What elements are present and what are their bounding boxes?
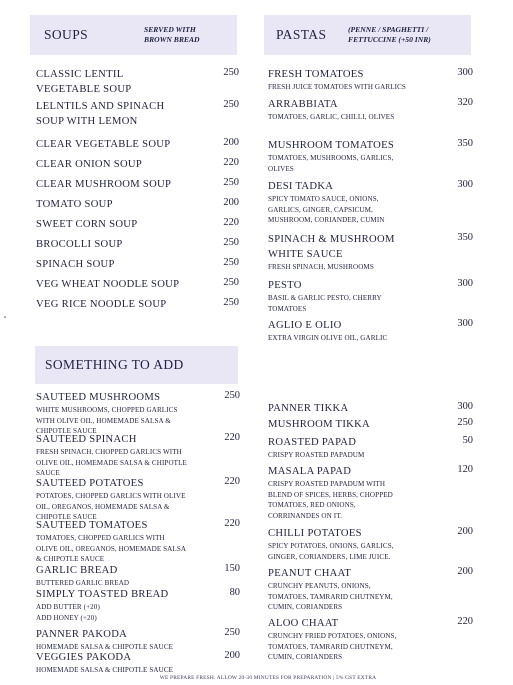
addon-right-item-name: PEANUT CHAAT <box>268 568 352 579</box>
soup-item-price: 220 <box>223 217 239 228</box>
soup-item-price: 250 <box>223 67 239 78</box>
addon-right-item <box>268 401 348 416</box>
soup-item-name: VEG RICE NOODLE SOUP <box>36 299 167 310</box>
addon-item-desc: BUTTERED GARLIC BREAD <box>36 579 130 588</box>
addon-right-item-name: ALOO CHAAT <box>268 618 339 629</box>
addon-item-name: SAUTEED SPINACH <box>36 434 137 445</box>
pasta-item-desc: FRESH SPINACH, MUSHROOMS <box>268 263 374 272</box>
add-header <box>35 346 238 384</box>
soup-item-name: CLEAR MUSHROOM SOUP <box>36 179 172 190</box>
pasta-item-price: 320 <box>457 97 473 108</box>
pasta-item-name: DESI TADKA <box>268 181 334 192</box>
addon-right-item <box>268 417 370 432</box>
addon-item-desc: CHIPOTLE SAUCE <box>36 427 97 436</box>
pasta-item-price: 300 <box>457 318 473 329</box>
pasta-item-desc: EXTRA VIRGIN OLIVE OIL, GARLIC <box>268 334 388 343</box>
pasta-item <box>268 67 406 93</box>
addon-item-desc: OLIVE OIL, OREGANOS, HOMEMADE SALSA <box>36 544 187 553</box>
pasta-item-desc: GARLICS, GINGER, CAPSICUM, <box>268 205 373 214</box>
pasta-item-name: FRESH TOMATOES <box>268 69 364 80</box>
soup-item-name: SWEET CORN SOUP <box>36 219 138 230</box>
addon-right-item-desc: TOMATOES, TAMRARID CHUTNEYM, <box>268 592 393 601</box>
addon-item-price: 220 <box>224 476 240 487</box>
addon-item-desc: POTATOES, CHOPPED GARLICS WITH OLIVE <box>36 492 186 501</box>
pasta-item-desc: OLIVES <box>268 164 294 173</box>
addon-item <box>36 432 187 479</box>
addon-item-price: 250 <box>224 627 240 638</box>
soup-item-price: 250 <box>223 99 239 110</box>
addon-right-item-name: MASALA PAPAD <box>268 466 352 477</box>
pasta-item-price: 300 <box>457 67 473 78</box>
pasta-item <box>268 278 382 314</box>
soups-header-note <box>144 25 236 46</box>
pastas-header <box>264 15 471 55</box>
addon-right-item-desc: CORRINANDES ON IT. <box>268 511 342 520</box>
pasta-item-name: PESTO <box>268 280 302 291</box>
soup-item <box>36 277 179 292</box>
addon-right-item-price: 250 <box>457 417 473 428</box>
addon-right-item-desc: CRUNCHY PEANUTS, ONIONS, <box>268 582 371 591</box>
addon-right-item <box>268 435 364 461</box>
soup-item-price: 250 <box>223 277 239 288</box>
addon-right-item-desc: CUMIN, CORIANDERS <box>268 603 343 612</box>
pasta-item-desc: BASIL & GARLIC PESTO, CHERRY <box>268 294 382 303</box>
addon-right-item-price: 220 <box>457 616 473 627</box>
soup-item <box>36 197 113 212</box>
addon-item-desc: ADD BUTTER (+20) <box>36 603 100 612</box>
addon-item-desc: HOMEMADE SALSA & CHIPOTLE SAUCE <box>36 643 174 652</box>
soup-item-price: 250 <box>223 237 239 248</box>
addon-item <box>36 518 186 565</box>
addon-right-item-desc: CUMIN, CORIANDERS <box>268 653 343 662</box>
soup-item-name: SOUP WITH LEMON <box>36 116 138 128</box>
addon-item-desc: & CHIPOTLE SAUCE <box>36 555 105 564</box>
addon-item-desc: TOMATOES, CHOPPED GARLICS WITH <box>36 534 165 543</box>
addon-item-name: SAUTEED POTATOES <box>36 478 144 489</box>
addon-item-name: SAUTEED MUSHROOMS <box>36 392 161 403</box>
addon-item-price: 200 <box>224 650 240 661</box>
pasta-item <box>268 232 395 273</box>
addon-right-item-desc: BLEND OF SPICES, HERBS, CHOPPED <box>268 490 393 499</box>
addon-item <box>36 390 178 437</box>
pasta-item-price: 350 <box>457 138 473 149</box>
pasta-item-desc: TOMATOES, MUSHROOMS, GARLICS, <box>268 154 394 163</box>
pasta-item-desc: MUSHROOM, CORIANDER, CUMIN <box>268 216 385 225</box>
addon-right-item-desc: GINGER, CORIANDERS, LIME JUICE. <box>268 552 391 561</box>
pasta-item-name: AGLIO E OLIO <box>268 320 342 331</box>
addon-right-item-name: ROASTED PAPAD <box>268 437 357 448</box>
pasta-item <box>268 97 394 123</box>
speck <box>4 316 6 318</box>
pasta-item-desc: TOMATOES <box>268 304 307 313</box>
soup-item <box>36 217 137 232</box>
pasta-item-desc: FRESH JUICE TOMATOES WITH GARLICS <box>268 83 406 92</box>
pasta-item-name: WHITE SAUCE <box>268 249 343 261</box>
add-title: SOMETHING TO ADD <box>45 357 184 372</box>
addon-item <box>36 650 173 676</box>
pastas-title: PASTAS <box>276 27 327 42</box>
pasta-item-name: MUSHROOM TOMATOES <box>268 140 395 151</box>
pastas-header-note-line: FETTUCCINE (+50 INR) <box>348 35 431 44</box>
addon-right-item-desc: CRISPY ROASTED PAPADUM WITH <box>268 480 386 489</box>
pasta-item <box>268 138 394 174</box>
soup-item-price: 250 <box>223 177 239 188</box>
soup-item-name: VEGETABLE SOUP <box>36 84 132 96</box>
addon-item <box>36 476 186 523</box>
addon-item <box>36 563 129 589</box>
soups-header <box>30 15 237 55</box>
addon-item-desc: CHIPOTLE SAUCE <box>36 513 97 522</box>
addon-right-item-desc: CRUNCHY FRIED POTATOES, ONIONS, <box>268 632 397 641</box>
pastas-header-note-line: (PENNE / SPAGHETTI / <box>348 24 429 34</box>
addon-item-desc: FRESH SPINACH, CHOPPED GARLICS WITH <box>36 448 182 457</box>
soup-item <box>36 137 170 152</box>
pastas-header-note <box>348 25 468 46</box>
addon-item-desc: OLIVE OIL, HOMEMADE SALSA & CHIPOTLE <box>36 458 187 467</box>
addon-right-item-price: 50 <box>462 435 473 446</box>
addon-right-item <box>268 566 393 613</box>
footer-note: WE PREPARE FRESH. ALLOW 20-30 MINUTES FOR PREPARATION | 5% GST EXTRA <box>159 675 377 681</box>
soup-item-price: 250 <box>223 297 239 308</box>
addon-right-item-desc: SPICY POTATOES, ONIONS, GARLICS, <box>268 542 394 551</box>
addon-right-item-price: 300 <box>457 401 473 412</box>
soup-item-price: 200 <box>223 137 239 148</box>
addon-right-item-name: MUSHROOM TIKKA <box>268 419 371 430</box>
soup-item <box>36 177 171 192</box>
addon-item-desc: SAUCE <box>36 469 60 478</box>
addon-right-item-price: 200 <box>457 566 473 577</box>
addon-item-name: SIMPLY TOASTED BREAD <box>36 589 169 600</box>
addon-item-name: GARLIC BREAD <box>36 565 118 576</box>
soup-item-name: SPINACH SOUP <box>36 259 115 270</box>
soup-item-price: 200 <box>223 197 239 208</box>
soup-item-price: 250 <box>223 257 239 268</box>
addon-item-price: 80 <box>229 587 240 598</box>
addon-right-item-name: PANNER TIKKA <box>268 403 349 414</box>
soups-header-note-line: BROWN BREAD <box>144 35 200 44</box>
pasta-item-name: SPINACH & MUSHROOM <box>268 234 395 245</box>
addon-right-item-desc: CRISPY ROASTED PAPADUM <box>268 451 365 460</box>
soup-item-name: LELNTILS AND SPINACH <box>36 101 165 112</box>
addon-item-price: 150 <box>224 563 240 574</box>
soup-item-name: VEG WHEAT NOODLE SOUP <box>36 279 180 290</box>
addon-item-price: 220 <box>224 518 240 529</box>
pasta-item-price: 350 <box>457 232 473 243</box>
addon-item-desc: HOMEMADE SALSA & CHIPOTLE SAUCE <box>36 666 174 675</box>
soup-item-name: CLEAR VEGETABLE SOUP <box>36 139 171 150</box>
soup-item <box>36 257 115 272</box>
addon-item-desc: WHITE MUSHROOMS, CHOPPED GARLICS <box>36 406 178 415</box>
addon-right-item-price: 200 <box>457 526 473 537</box>
addon-right-item <box>268 464 393 522</box>
addon-item-desc: ADD HONEY (+20) <box>36 613 97 622</box>
addon-item-name: VEGGIES PAKODA <box>36 652 132 663</box>
addon-item <box>36 627 173 653</box>
addon-right-item-desc: TOMATOES, TAMRARID CHUTNEYM, <box>268 642 393 651</box>
addon-right-item <box>268 526 394 562</box>
addon-right-item <box>268 616 396 663</box>
addon-right-item-name: CHILLI POTATOES <box>268 528 362 539</box>
soups-header-note-line: SERVED WITH <box>144 24 196 34</box>
soup-item <box>36 99 164 129</box>
addon-item-desc: OIL, OREGANOS, HOMEMADE SALSA & <box>36 502 170 511</box>
addon-right-item-price: 120 <box>457 464 473 475</box>
pasta-item-price: 300 <box>457 179 473 190</box>
pasta-item-desc: TOMATOES, GARLIC, CHILLI, OLIVES <box>268 113 395 122</box>
pasta-item-name: ARRABBIATA <box>268 99 338 110</box>
addon-item-price: 220 <box>224 432 240 443</box>
pasta-item <box>268 179 385 226</box>
pasta-item <box>268 318 387 344</box>
addon-item-desc: WITH OLIVE OIL, HOMEMADE SALSA & <box>36 416 171 425</box>
soup-item <box>36 297 166 312</box>
addon-item-name: SAUTEED TOMATOES <box>36 520 148 531</box>
addon-right-item-desc: TOMATOES, RED ONIONS, <box>268 501 356 510</box>
addon-item <box>36 587 168 623</box>
pasta-item-price: 300 <box>457 278 473 289</box>
addon-item-price: 250 <box>224 390 240 401</box>
soup-item-name: TOMATO SOUP <box>36 199 113 210</box>
soup-item <box>36 67 131 97</box>
soup-item-name: CLASSIC LENTIL <box>36 69 124 80</box>
soups-title: SOUPS <box>44 27 89 42</box>
soup-item-name: BROCOLLI SOUP <box>36 239 123 250</box>
soup-item-name: CLEAR ONION SOUP <box>36 159 143 170</box>
addon-item-name: PANNER PAKODA <box>36 629 128 640</box>
soup-item <box>36 157 142 172</box>
pasta-item-desc: SPICY TOMATO SAUCE, ONIONS, <box>268 195 379 204</box>
soup-item-price: 220 <box>223 157 239 168</box>
soup-item <box>36 237 123 252</box>
